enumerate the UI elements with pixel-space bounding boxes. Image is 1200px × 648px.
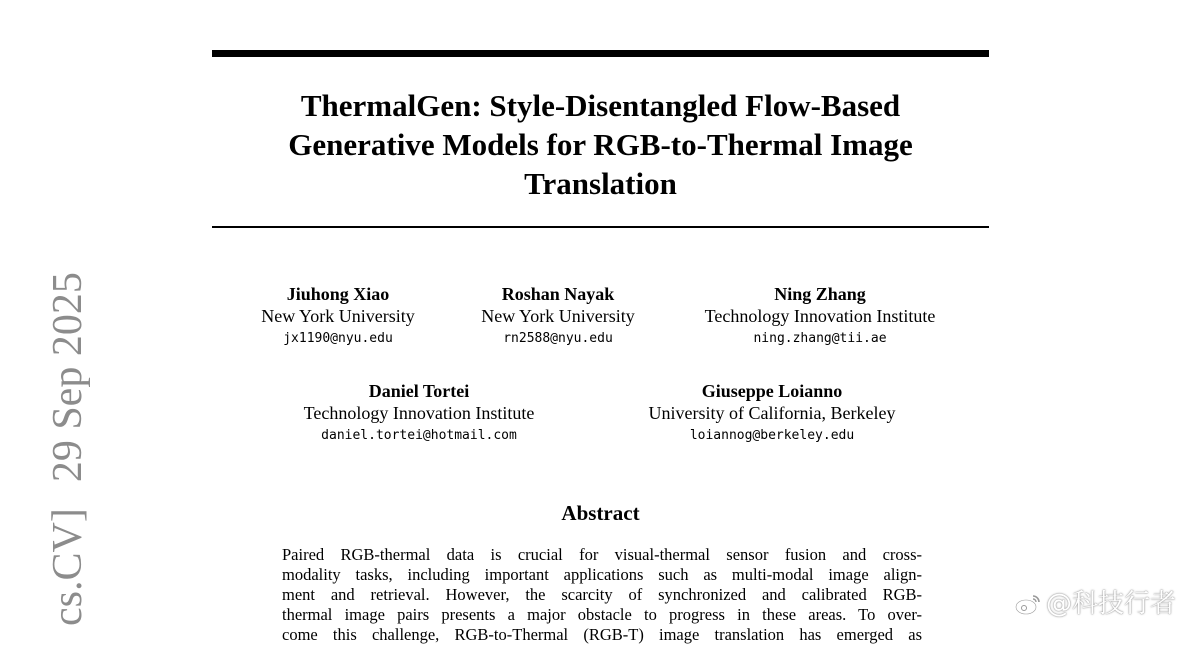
author-name: Giuseppe Loianno xyxy=(701,381,843,401)
abstract-line: come this challenge, RGB-to-Thermal (RGB-T) image translation has emerged as xyxy=(282,625,922,644)
author-block xyxy=(705,283,936,351)
title-line: ThermalGen: Style-Disentangled Flow-Based xyxy=(300,88,901,123)
watermark-text: @科技行者 xyxy=(1045,589,1176,619)
abstract-body xyxy=(282,545,922,645)
author-affiliation: New York University xyxy=(481,306,635,326)
author-name: Daniel Tortei xyxy=(368,381,470,401)
title-line: Translation xyxy=(524,166,677,201)
author-block xyxy=(304,380,535,448)
author-name: Ning Zhang xyxy=(774,284,866,304)
arxiv-date: 29 Sep 2025 xyxy=(45,272,91,483)
author-email: daniel.tortei@hotmail.com xyxy=(321,428,517,443)
author-email: jx1190@nyu.edu xyxy=(283,331,393,346)
arxiv-category: cs.CV] xyxy=(45,508,91,626)
top-thick-rule xyxy=(212,50,989,57)
abstract-line: Paired RGB-thermal data is crucial for visual-thermal sensor fusion and cross- xyxy=(282,545,922,564)
author-affiliation: Technology Innovation Institute xyxy=(303,403,535,423)
title-bottom-rule xyxy=(212,226,989,228)
author-email: rn2588@nyu.edu xyxy=(503,331,613,346)
author-block xyxy=(261,283,415,351)
title-line: Generative Models for RGB-to-Thermal Image xyxy=(288,127,913,162)
author-affiliation: Technology Innovation Institute xyxy=(704,306,936,326)
paper-title xyxy=(212,86,989,203)
author-email: ning.zhang@tii.ae xyxy=(753,331,887,346)
author-block xyxy=(481,283,635,351)
author-name: Roshan Nayak xyxy=(501,284,615,304)
author-name: Jiuhong Xiao xyxy=(286,284,390,304)
author-affiliation: University of California, Berkeley xyxy=(648,403,896,423)
abstract-line: ment and retrieval. However, the scarcity of synchronized and calibrated RGB- xyxy=(282,585,922,604)
abstract-line: thermal image pairs presents a major obstacle to progress in these areas. To over- xyxy=(282,605,922,624)
arxiv-side-stamp xyxy=(45,272,91,626)
source-watermark xyxy=(1014,588,1176,620)
author-email: loiannog@berkeley.edu xyxy=(689,428,855,443)
abstract-heading: Abstract xyxy=(561,501,640,525)
abstract-line: modality tasks, including important applications such as multi-modal image align- xyxy=(282,565,922,584)
author-block xyxy=(649,380,896,448)
weibo-logo-icon xyxy=(1014,592,1042,616)
author-affiliation: New York University xyxy=(261,306,415,326)
